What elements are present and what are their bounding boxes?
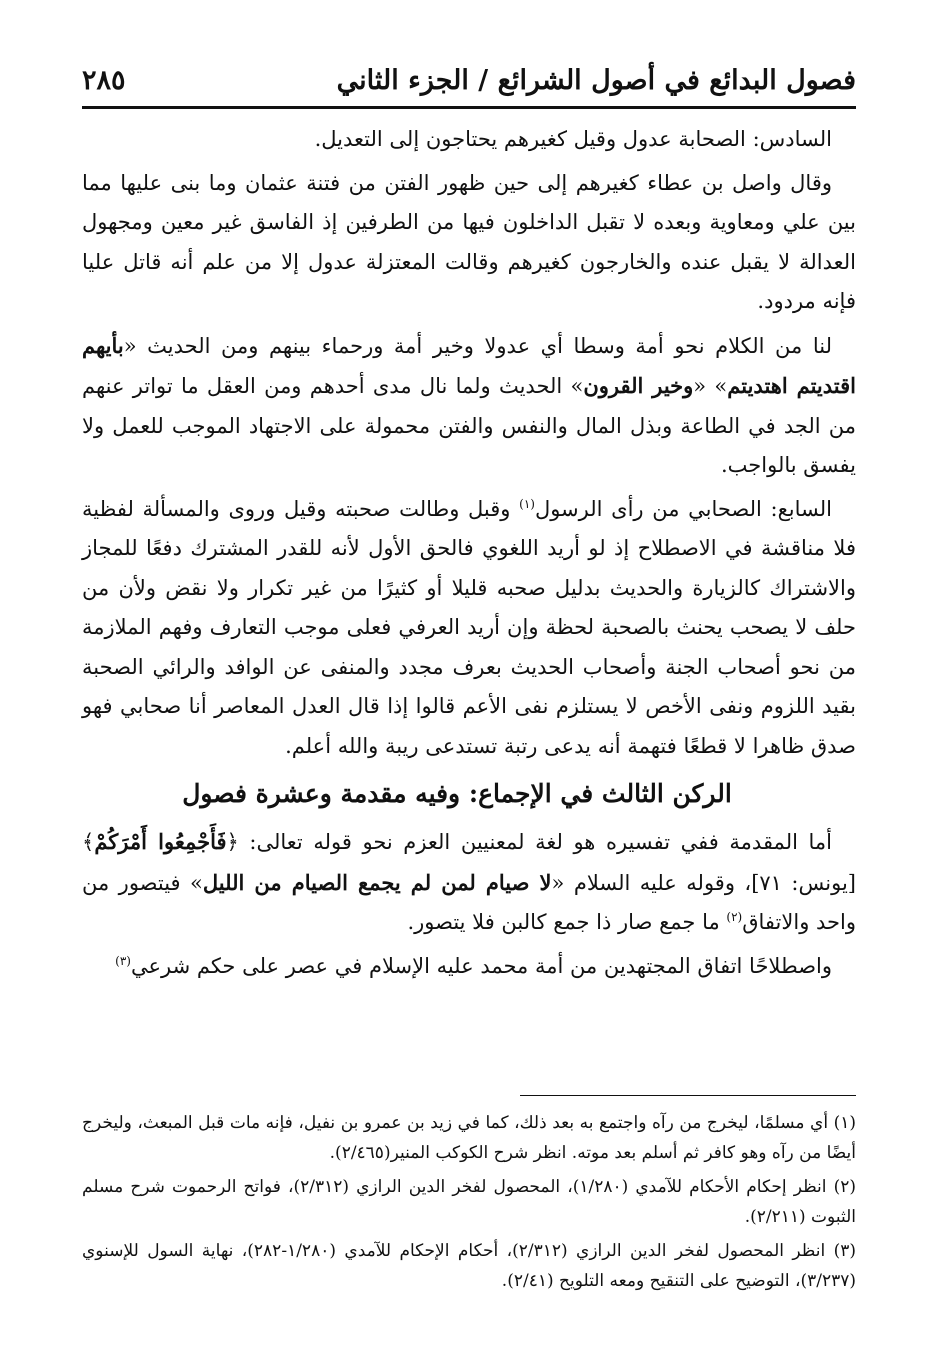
paragraph-wasil: وقال واصل بن عطاء كغيرهم إلى حين ظهور الفتن من فتنة عثمان وما بنى عليها مما بين علي ومعاوية وبعده لا تقبل الداخلون فيها من الطرفين إذ الفاسق غير معين ومجهول العدالة لا يقبل عنده والخارجون كغيرهم وقالت المعتزلة عدول إلا من علم أنه قاتل عليا فإنه مردود.: [82, 170, 856, 313]
paragraph-seventh: السابع: الصحابي من رأى الرسول$^{(١)}$ وقبل وطالت صحبته وقيل وروى والمسألة لفظية فلا مناقشة في الاصطلاح إذ لو أريد اللغوي فالحق الأول لأنه للقدر المشترك دفعًا للمجاز والاشتراك كالزيارة والحديث بدليل صحبه قليلا أو كثيرًا من غير تكرار ولا نقض ولأن من حلف لا يصحب يحنث بالصحبة لحظة وإن أريد العرفي فعلى موجب التعارف وفهم الملازمة من نحو أصحاب الجنة وأصحاب الحديث بعرف مجدد والمنفى عن الوافد والرائي الصحبة بقيد اللزوم ونفى الأخص لا يستلزم نفى الأعم قالوا إذا قال العدل المعاصر أنا صحابي فهو صدق ظاهرا لا قطعًا فتهمة أنه يدعى رتبة تستدعى ريبة والله أعلم.: [82, 496, 856, 758]
hadith-quote-2: وخير القرون: [583, 373, 694, 398]
hadith-quote-3: لا صيام لمن لم يجمع الصيام من الليل: [202, 869, 552, 895]
footnote-1: (١) أي مسلمًا، ليخرج من رآه واجتمع به بعد ذلك، كما في زيد بن عمرو بن نفيل، فإنه مات قبل المبعث، وليخرج أيضًا من رآه وهو كافر ثم أسلم بعد موته. انظر شرح الكوكب المنير(٢/٤٦٥).: [82, 1113, 856, 1163]
main-text: [82, 120, 856, 990]
footnote-ref-3[interactable]: (٣): [115, 953, 131, 968]
footnote-2: (٢) انظر إحكام الأحكام للآمدي (١/٢٨٠)، المحصول لفخر الدين الرازي (٢/٣١٢)، فواتح الرحموت شرح مسلم الثبوت (٢/٢١١).: [82, 1177, 856, 1227]
section-heading: الركن الثالث في الإجماع: وفيه مقدمة وعشرة فصول: [182, 779, 732, 808]
running-header: [82, 56, 856, 104]
page-number: ٢٨٥: [82, 64, 126, 96]
paragraph-introduction: أما المقدمة ففي تفسيره هو لغة لمعنيين العزم نحو قوله تعالى: ﴿فَأَجْمِعُوا أَمْرَكُمْ﴾ [يونس: ٧١]، وقوله عليه السلام «لا صيام لمن لم يجمع الصيام من الليل» فيتصور من واحد والاتفاق$^{(٢)}$ ما جمع صار ذا جمع كالبن فلا يتصور.: [82, 829, 856, 934]
footnote-ref-1[interactable]: (١): [519, 496, 535, 511]
paragraph-definition: واصطلاحًا اتفاق المجتهدين من أمة محمد عليه الإسلام في عصر على حكم شرعي$^{(٣)}$: [115, 953, 832, 978]
footnote-separator: [520, 1095, 856, 1096]
quran-quote: فَأَجْمِعُوا أَمْرَكُمْ: [94, 829, 227, 854]
footnotes: [82, 1108, 856, 1300]
header-rule: [82, 106, 856, 109]
running-title: فصول البدائع في أصول الشرائع / الجزء الثاني: [336, 64, 856, 96]
hadith-quote-1: بأيهم اقتديتم اهتديتم: [82, 332, 856, 398]
footnote-3: (٣) انظر المحصول لفخر الدين الرازي (٢/٣١٢)، أحكام الإحكام للآمدي (١/٢٨٠-٢٨٢)، نهاية السول للإسنوي (٣/٢٣٧)، التوضيح على التنقيح ومعه التلويح (٢/٤١).: [82, 1241, 856, 1291]
paragraph-evidence: لنا من الكلام نحو أمة وسطا أي عدولا وخير أمة ورحماء بينهم ومن الحديث «بأيهم اقتديتم اهتديتم» «وخير القرون» الحديث ولما نال مدى أحدهم ومن العقل ما تواتر عنهم من الجد في الطاعة وبذل المال والنفس والفتن محمولة على الاجتهاد الموجب للعمل ولا يفسق بالواجب.: [82, 332, 856, 477]
footnote-ref-2[interactable]: (٢): [726, 910, 743, 924]
paragraph-sixth: السادس: الصحابة عدول وقيل كغيرهم يحتاجون إلى التعديل.: [314, 127, 832, 151]
